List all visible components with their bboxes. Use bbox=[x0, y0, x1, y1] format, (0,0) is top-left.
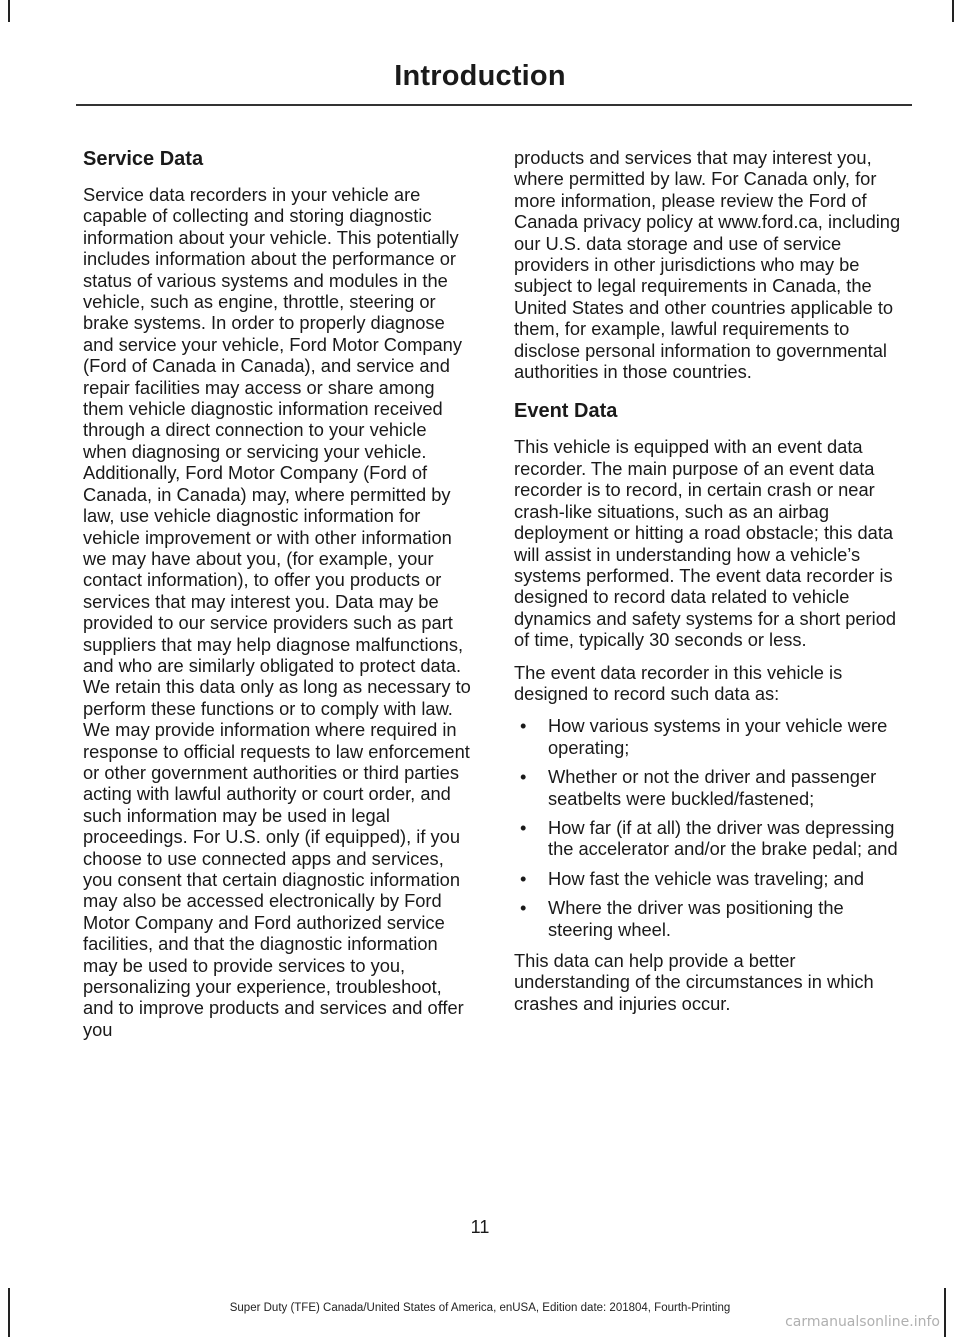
event-data-paragraph-1: This vehicle is equipped with an event data recorder. The main purpose of an event data recorder is to record, in certain crash or near crash-like situations, such as an airbag deployment or hitting a road obstacle; this data will assist in understanding how a vehicle’s systems performed. The event data recorder is designed to record data related to vehicle dynamics and safety systems for a short period of time, typically 30 seconds or less. bbox=[514, 436, 897, 651]
left-column bbox=[83, 146, 475, 1051]
list-item-text: Where the driver was positioning the steering wheel. bbox=[548, 897, 844, 940]
list-item bbox=[514, 715, 906, 758]
edition-footer: Super Duty (TFE) Canada/United States of America, enUSA, Edition date: 201804, Fourth-Printing bbox=[229, 1302, 731, 1314]
service-data-heading: Service Data bbox=[83, 148, 204, 170]
list-item-text: How fast the vehicle was traveling; and bbox=[548, 867, 865, 889]
page-number: 11 bbox=[470, 1217, 490, 1237]
list-item-text: How far (if at all) the driver was depressing the accelerator and/or the brake pedal; and bbox=[548, 816, 898, 860]
crop-mark-top-left bbox=[8, 0, 10, 22]
event-data-heading: Event Data bbox=[514, 400, 618, 423]
service-data-continuation: products and services that may interest you, where permitted by law. For Canada only, for more information, please review the Ford of Canada privacy policy at www.ford.ca, including our U.S. data storage and use of service providers in other jurisdictions who may be subject to legal requirements in Canada, the United States and other countries applicable to them, for example, lawful requirements to disclose personal information to governmental authorities in those countries. bbox=[514, 147, 901, 383]
title-divider bbox=[76, 104, 912, 106]
event-data-paragraph-2: The event data recorder in this vehicle is designed to record such data as: bbox=[514, 661, 843, 704]
event-data-paragraph-3: This data can help provide a better understanding of the circumstances in which crashes and injuries occur. bbox=[514, 950, 874, 1014]
bullet-icon: • bbox=[520, 766, 527, 788]
bullet-icon: • bbox=[520, 715, 527, 737]
list-item bbox=[514, 766, 906, 809]
list-item bbox=[514, 868, 906, 889]
service-data-paragraph: Service data recorders in your vehicle are capable of collecting and storing diagnostic information about your vehicle. This potentially includes information about the performance or status of various systems and modules in the vehicle, such as engine, throttle, steering or brake systems. In order to properly diagnose and service your vehicle, Ford Motor Company (Ford of Canada in Canada), and service and repair facilities may access or share among them vehicle diagnostic information received through a direct connection to your vehicle when diagnosing or servicing your vehicle. Additionally, Ford Motor Company (Ford of Canada, in Canada) may, where permitted by law, use vehicle diagnostic information for vehicle improvement or with other information we may have about you, (for example, your contact information), to offer you products or services that may interest you. Data may be provided to our service providers such as part suppliers that may help diagnose malfunctions, and who are similarly obligated to protect data. We retain this data only as long as necessary to perform these functions or to comply with law. We may provide information where required in response to official requests to law enforcement or other government authorities or third parties acting with lawful authority or court order, and such information may be used in legal proceedings. For U.S. only (if equipped), if you choose to use connected apps and services, you consent that certain diagnostic information may also be accessed electronically by Ford Motor Company and Ford authorized service facilities, and that the diagnostic information may be used to provide services to you, personalizing your experience, troubleshoot, and to improve products and services and offer you bbox=[83, 184, 471, 1040]
event-data-bullet-list bbox=[514, 715, 906, 940]
bullet-icon: • bbox=[520, 816, 527, 838]
right-column bbox=[514, 147, 906, 1025]
list-item-text: Whether or not the driver and passenger seatbelts were buckled/fastened; bbox=[548, 766, 877, 809]
watermark: carmanualsonline.info bbox=[785, 1314, 940, 1330]
list-item bbox=[514, 817, 906, 860]
bullet-icon: • bbox=[520, 867, 527, 889]
bullet-icon: • bbox=[520, 897, 527, 919]
list-item-text: How various systems in your vehicle were operating; bbox=[548, 715, 888, 758]
page-title: Introduction bbox=[394, 60, 566, 92]
list-item bbox=[514, 897, 906, 940]
crop-mark-top-right bbox=[952, 0, 954, 22]
